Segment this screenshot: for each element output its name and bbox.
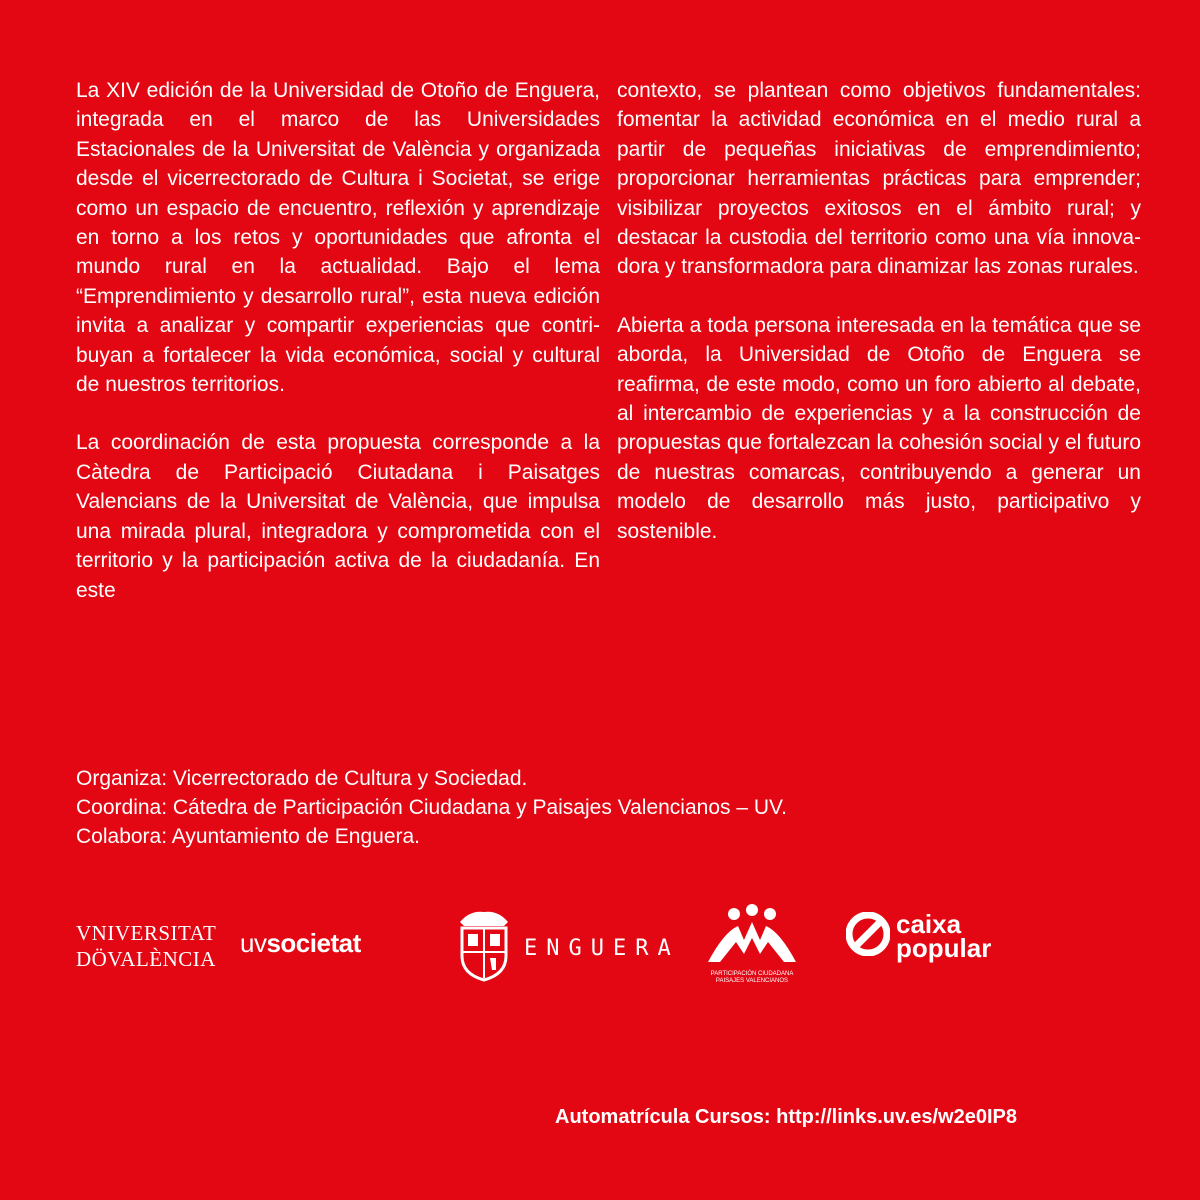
caixa-popular-wordmark: caixa popular [896,909,992,963]
caixa-popular-logo [846,909,992,963]
enrollment-link[interactable]: Automatrícula Cursos: http://links.uv.es/w2e0IP8 [555,1106,1017,1128]
enguera-logo [456,908,680,987]
left-column [76,76,600,634]
credit-organiza: Organiza: Vicerrectorado de Cultura y Sociedad. [76,767,528,790]
intro-paragraph: La XIV edición de la Universidad de Otoño de Enguera, integrada en el marco de las Universidades Estacionales de la Universitat de València y organizada desde el vicerrectorado de Cultura i Societat, se erige como un espacio de encuentro, reflexión y aprendizaje en torno a los retos y oportunidades que afronta el mundo rural en la actualidad. Bajo el lema “Emprendimiento y desarrollo rural”, esta nueva edición invita a analizar y compartir experiencias que contribuyan a fortalecer la vida económica, social y cultural de nuestros territorios. [76,79,600,397]
coordination-paragraph: La coordinación de esta propuesta corresponde a la Càtedra de Participació Ciutadana i Paisatges Valencians de la Universitat de València, que impulsa una mirada plural, integradora y comprometida con el territorio y la participación activa de la ciudadanía. En este [76,431,600,602]
audience-paragraph: Abierta a toda persona interesada en la temática que se aborda, la Universidad de Otoño de Enguera se reafirma, de este modo, como un foro abierto al debate, al intercambio de experiencias y a la construcción de propuestas que fortalezcan la cohesión social y el futuro de nuestras comarcas, contribuyendo a generar un modelo de desarrollo más justo, participativo y sostenible. [617,313,1141,543]
logo-strip [0,890,1200,1000]
uv-societat-logo: uvsocietat [240,928,361,958]
right-column [617,76,1141,575]
universitat-valencia-logo: VNIVERSITAT DÖVALÈNCIA [76,921,217,971]
enguera-wordmark: ENGUERA [524,936,680,961]
credit-colabora: Colabora: Ayuntamiento de Enguera. [76,825,421,848]
participation-people-icon [704,904,800,966]
objectives-paragraph: contexto, se plantean como objetivos fundamentales: fomentar la actividad económica en el medio rural a partir de pequeñas iniciativas de emprendimiento; proporcionar herramientas prácticas para emprender; visibilizar proyectos exitosos en el ámbito rural; y destacar la custodia del territorio como una vía innovadora y transformadora para dinamizar las zonas rurales. [617,79,1141,279]
credit-coordina: Coordina: Cátedra de Participación Ciudadana y Paisajes Valencianos – UV. [76,796,787,819]
enguera-coat-of-arms-icon [456,908,512,982]
caixa-popular-symbol-icon [846,912,890,956]
credits [76,764,787,851]
participacion-ciudadana-logo: PARTICIPACIÓN CIUDADANA PAISAJES VALENCIANOS [704,904,800,985]
